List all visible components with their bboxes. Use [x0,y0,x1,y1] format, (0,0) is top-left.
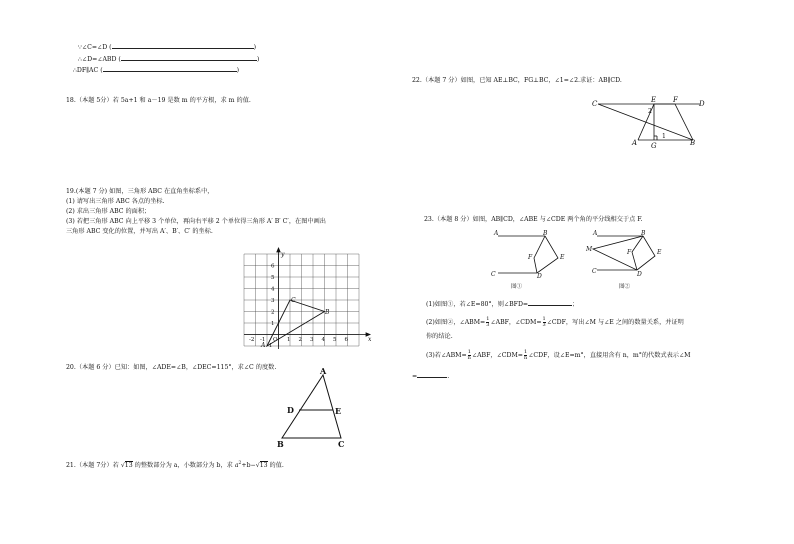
y-tick-label: 6 [271,263,275,270]
x-tick-label: O [273,337,278,343]
point-label-e: E [657,249,662,256]
question-23-intro: 23.（本题 8 分）如图，AB∥CD，∠ABE 与∠CDE 两个角的平分线相交于点 F. [424,216,643,223]
x-tick-label: 5 [333,337,337,343]
coordinate-grid-figure [240,250,375,350]
point-label-b: B [325,309,330,316]
question-21: 21.（本题 7分）若 √13 的整数部分为 a，小数部分为 b，求 $a^2+b-√13$ 的值. [66,461,284,470]
question-23-part-3-cont: = . [412,373,450,380]
y-tick-label: 1 [271,321,275,327]
axis-label-x: x [368,336,372,343]
triangle-figure-q20 [276,368,356,448]
point-label-a: A [320,366,327,376]
x-tick-label: 1 [287,337,291,343]
point-label-f: F [627,249,632,256]
fraction-one-third: $\frac{1}{3}$ [542,316,546,328]
fraction-one-n: $\frac{1}{n}$ [524,349,528,361]
angle-label-2: 2 [648,108,652,115]
answer-blank[interactable] [112,42,254,49]
parallel-figure-q22 [590,95,710,151]
point-label-d: D [287,405,294,415]
point-label-d: D [699,100,705,108]
question-19-line-1: 19.(本题 7 分) 如图，三角形 ABC 在直角坐标系中， [66,188,214,195]
figure-1-q23 [490,228,570,288]
point-label-a: A [632,139,638,147]
point-label-m: M [586,246,593,253]
answer-blank[interactable] [121,54,257,61]
x-tick-label: -1 [260,337,266,343]
question-19-line-5: 三角形 ABC 变化的位置，并写出 A′、B′、C′ 的坐标. [66,228,213,235]
point-label-b: B [690,139,696,147]
question-23-part-2: (2)如图②，∠ABM= $\frac{1}{3}$ ∠ABF，∠CDM= $\frac{1}{3}$ ∠CDF，写出∠M 与∠E 之间的数量关系，并证明 [426,316,684,328]
y-tick-label: 5 [271,275,275,281]
question-19-line-4: (3) 若把三角形 ABC 向上平移 3 个单位，再向右平移 2 个单位得三角形 A′ B′ C′，在图中画出 [66,218,326,225]
question-22: 22.（本题 7 分）如图，已知 AE⊥BC，FG⊥BC，∠1=∠2.求证：AB∥CD. [412,77,622,84]
y-tick-label: 4 [271,286,275,293]
figure-2-q23 [585,228,665,288]
figure-1-caption: 图① [511,284,523,290]
answer-blank[interactable] [103,65,237,72]
point-label-c: C [491,271,496,278]
sqrt-symbol: √13 [120,462,133,470]
point-label-a: A [494,230,499,237]
angle-label-1: 1 [662,133,666,140]
y-tick-label: 3 [271,298,275,304]
point-label-b: B [641,230,646,237]
point-label-b: B [543,230,548,237]
point-label-g: G [651,142,657,150]
point-label-c: C [592,100,598,108]
x-tick-label: 4 [321,337,325,343]
answer-blank[interactable] [528,299,572,306]
y-tick-label: -1 [267,343,273,349]
point-label-a: A [261,342,266,349]
point-label-e: E [560,254,565,261]
x-tick-label: 3 [310,337,314,343]
sqrt-symbol: √13 [255,462,268,470]
point-label-c: C [338,439,345,449]
question-18: 18.（本题 5分）若 5a+1 和 a－19 是数 m 的平方根，求 m 的值. [66,97,251,104]
proof-line-2: ∴∠D=∠ABD ( ) [78,56,260,63]
question-19-line-3: (2) 求出三角形 ABC 的面积； [66,208,151,215]
point-label-c: C [291,297,296,304]
proof-line-3: ∴DF∥AC ( ) [73,67,240,74]
point-label-e: E [335,406,342,416]
point-label-f: F [673,96,678,104]
y-tick-label: 2 [271,309,275,316]
fraction-one-n: $\frac{1}{n}$ [467,349,471,361]
question-23-part-1: (1)如图①，若∠E=80°，则∠BFD= ； [426,301,579,308]
axis-label-y: y [281,251,285,258]
grid-lines [244,254,359,346]
fraction-one-third: $\frac{1}{3}$ [486,316,490,328]
question-23-part-3: (3)若∠ABM= $\frac{1}{n}$ ∠ABF，∠CDM= $\frac{1}{n}$ ∠CDF，设∠E=m°，直接用含有 n，m°的代数式表示∠M [426,349,691,361]
point-label-c: C [592,268,597,275]
question-19-line-2: (1) 请写出三角形 ABC 各点的坐标. [66,198,165,205]
point-label-b: B [277,439,284,449]
point-label-f: F [528,254,533,261]
x-tick-label: 6 [344,337,348,343]
answer-blank[interactable] [417,371,447,378]
figure-2-caption: 图② [619,284,631,290]
point-label-d: D [537,273,542,280]
x-tick-label: 2 [298,337,302,343]
point-label-e: E [651,96,657,104]
axes [244,248,370,349]
question-23-part-2-cont: 你的结论. [426,333,453,340]
proof-line-1: ∵∠C=∠D ( ) [78,44,256,51]
point-label-a: A [593,230,598,237]
point-label-d: D [637,271,642,278]
x-tick-label: -2 [249,337,255,343]
question-20: 20.（本题 6 分）已知：如图，∠ADE=∠B，∠DEC=115°，求∠C 的度数. [66,364,277,371]
